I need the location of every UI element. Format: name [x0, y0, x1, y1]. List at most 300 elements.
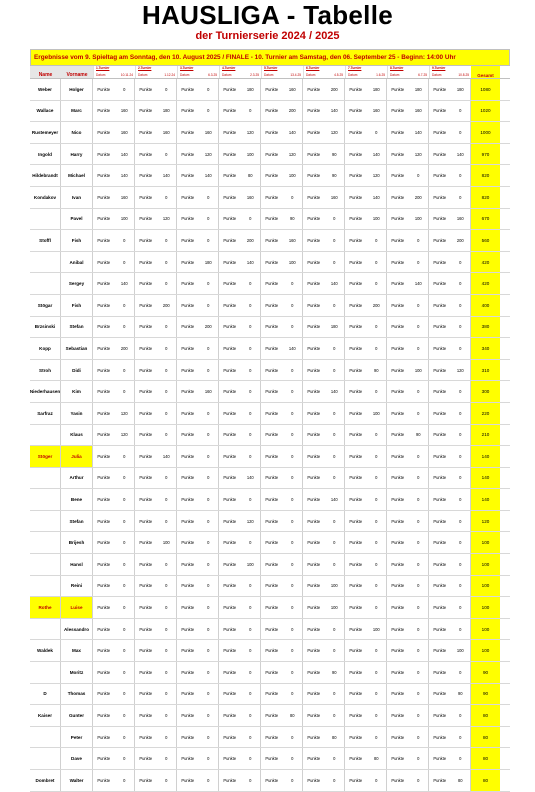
round-7-cell — [345, 295, 387, 316]
points-label: Punkte — [391, 108, 405, 114]
player-vorname: Marc — [61, 101, 93, 122]
points-value: 200 — [330, 86, 338, 92]
points-label: Punkte — [97, 432, 111, 438]
points-value: 0 — [207, 345, 210, 351]
round-1-cell — [93, 79, 135, 100]
round-1-cell — [93, 209, 135, 230]
table-row — [30, 403, 510, 425]
points-value: 100 — [246, 151, 254, 157]
round-2-cell — [135, 252, 177, 273]
total-points: 80 — [471, 748, 500, 769]
points-label: Punkte — [433, 302, 447, 308]
total-points: 300 — [471, 381, 500, 402]
points-value: 0 — [123, 583, 126, 589]
points-value: 0 — [417, 756, 420, 762]
round-4-cell — [219, 446, 261, 467]
round-8-cell — [387, 446, 429, 467]
round-9-cell — [429, 597, 471, 618]
round-7-cell — [345, 187, 387, 208]
points-value: 0 — [123, 324, 126, 330]
total-points: 340 — [471, 338, 500, 359]
round-1-cell — [93, 144, 135, 165]
round-6-cell — [303, 101, 345, 122]
round-9-cell — [429, 317, 471, 338]
round-9-cell — [429, 273, 471, 294]
points-label: Punkte — [97, 691, 111, 697]
round-2-cell — [135, 79, 177, 100]
points-label: Punkte — [433, 475, 447, 481]
round-4-cell — [219, 317, 261, 338]
points-label: Punkte — [223, 497, 237, 503]
points-label: Punkte — [265, 259, 279, 265]
round-2-cell — [135, 619, 177, 640]
points-value: 0 — [207, 756, 210, 762]
points-label: Punkte — [181, 302, 195, 308]
points-label: Punkte — [139, 129, 153, 135]
points-label: Punkte — [223, 583, 237, 589]
points-label: Punkte — [391, 129, 405, 135]
points-label: Punkte — [433, 237, 447, 243]
round-7-cell — [345, 338, 387, 359]
table-row — [30, 705, 510, 727]
points-value: 0 — [123, 734, 126, 740]
table-row — [30, 295, 510, 317]
round-2-cell — [135, 468, 177, 489]
round-4-cell — [219, 252, 261, 273]
points-label: Punkte — [181, 410, 195, 416]
points-label: Punkte — [97, 151, 111, 157]
table-row — [30, 381, 510, 403]
round-1-cell — [93, 662, 135, 683]
points-value: 0 — [123, 237, 126, 243]
round-6-cell — [303, 403, 345, 424]
player-name — [30, 209, 61, 230]
round-label: 7.Turnier — [348, 66, 362, 70]
header-round-3 — [177, 66, 219, 78]
points-value: 100 — [372, 626, 380, 632]
points-value: 0 — [291, 432, 294, 438]
total-points: 560 — [471, 230, 500, 251]
points-value: 0 — [249, 669, 252, 675]
points-label: Punkte — [97, 389, 111, 395]
round-5-cell — [261, 101, 303, 122]
points-label: Punkte — [139, 173, 153, 179]
points-value: 0 — [459, 302, 462, 308]
points-value: 0 — [291, 777, 294, 783]
round-3-cell — [177, 446, 219, 467]
total-points: 120 — [471, 511, 500, 532]
round-8-cell — [387, 381, 429, 402]
points-label: Punkte — [265, 713, 279, 719]
points-value: 140 — [120, 151, 128, 157]
points-value: 0 — [249, 583, 252, 589]
round-9-cell — [429, 619, 471, 640]
player-name: Ingold — [30, 144, 61, 165]
points-label: Punkte — [223, 410, 237, 416]
round-3-cell — [177, 576, 219, 597]
round-2-cell — [135, 403, 177, 424]
points-value: 80 — [247, 173, 253, 179]
points-value: 0 — [417, 497, 420, 503]
points-label: Punkte — [349, 777, 363, 783]
points-label: Punkte — [139, 324, 153, 330]
table-row — [30, 662, 510, 684]
points-value: 0 — [123, 453, 126, 459]
points-label: Punkte — [433, 540, 447, 546]
points-value: 0 — [459, 129, 462, 135]
round-1-cell — [93, 770, 135, 791]
points-value: 0 — [417, 453, 420, 459]
points-label: Punkte — [139, 561, 153, 567]
header-round-2 — [135, 66, 177, 78]
points-label: Punkte — [181, 583, 195, 589]
points-value: 0 — [207, 734, 210, 740]
points-label: Punkte — [307, 173, 321, 179]
points-value: 0 — [249, 605, 252, 611]
round-8-cell — [387, 252, 429, 273]
points-value: 200 — [120, 345, 128, 351]
points-value: 0 — [123, 302, 126, 308]
points-value: 0 — [333, 626, 336, 632]
points-value: 0 — [375, 777, 378, 783]
round-5-cell — [261, 554, 303, 575]
points-label: Punkte — [97, 259, 111, 265]
points-label: Punkte — [433, 259, 447, 265]
points-label: Punkte — [223, 237, 237, 243]
round-3-cell — [177, 640, 219, 661]
round-date-label: Datum — [264, 73, 274, 77]
points-value: 0 — [291, 626, 294, 632]
points-label: Punkte — [433, 216, 447, 222]
points-label: Punkte — [265, 540, 279, 546]
points-value: 180 — [246, 86, 254, 92]
round-5-cell — [261, 446, 303, 467]
points-value: 0 — [207, 194, 210, 200]
points-value: 0 — [333, 756, 336, 762]
player-name — [30, 511, 61, 532]
points-value: 0 — [333, 237, 336, 243]
points-value: 0 — [291, 497, 294, 503]
round-8-cell — [387, 684, 429, 705]
player-name — [30, 554, 61, 575]
points-label: Punkte — [97, 583, 111, 589]
points-value: 160 — [288, 86, 296, 92]
round-date-label: Datum — [306, 73, 316, 77]
round-label: 2.Turnier — [138, 66, 152, 70]
points-value: 0 — [291, 605, 294, 611]
points-label: Punkte — [433, 583, 447, 589]
points-label: Punkte — [97, 497, 111, 503]
round-1-cell — [93, 295, 135, 316]
total-points: 140 — [471, 446, 500, 467]
points-value: 120 — [120, 432, 128, 438]
points-label: Punkte — [223, 108, 237, 114]
points-value: 90 — [331, 173, 337, 179]
player-vorname: Thomas — [61, 684, 93, 705]
round-9-cell — [429, 187, 471, 208]
round-4-cell — [219, 144, 261, 165]
round-3-cell — [177, 468, 219, 489]
points-label: Punkte — [97, 475, 111, 481]
points-value: 0 — [123, 777, 126, 783]
points-value: 0 — [291, 324, 294, 330]
points-value: 0 — [249, 216, 252, 222]
table-row — [30, 187, 510, 209]
points-value: 140 — [372, 194, 380, 200]
round-date-label: Datum — [390, 73, 400, 77]
points-value: 0 — [123, 389, 126, 395]
player-name: Stögar — [30, 295, 61, 316]
points-label: Punkte — [265, 129, 279, 135]
points-value: 0 — [123, 259, 126, 265]
points-label: Punkte — [307, 475, 321, 481]
round-4-cell — [219, 381, 261, 402]
points-label: Punkte — [139, 302, 153, 308]
points-value: 180 — [372, 86, 380, 92]
points-label: Punkte — [307, 777, 321, 783]
points-value: 120 — [204, 151, 212, 157]
total-points: 400 — [471, 295, 500, 316]
round-1-cell — [93, 446, 135, 467]
round-2-cell — [135, 101, 177, 122]
round-9-cell — [429, 576, 471, 597]
round-3-cell — [177, 489, 219, 510]
player-name: Hildebrandt — [30, 165, 61, 186]
points-value: 140 — [246, 259, 254, 265]
points-label: Punkte — [97, 713, 111, 719]
points-value: 0 — [333, 540, 336, 546]
round-2-cell — [135, 489, 177, 510]
total-points: 220 — [471, 403, 500, 424]
total-points: 970 — [471, 144, 500, 165]
round-7-cell — [345, 511, 387, 532]
round-3-cell — [177, 338, 219, 359]
round-4-cell — [219, 640, 261, 661]
points-value: 0 — [459, 734, 462, 740]
points-value: 140 — [246, 475, 254, 481]
round-9-cell — [429, 705, 471, 726]
round-9-cell — [429, 79, 471, 100]
round-4-cell — [219, 187, 261, 208]
points-label: Punkte — [307, 669, 321, 675]
points-value: 100 — [246, 561, 254, 567]
points-value: 0 — [249, 691, 252, 697]
points-label: Punkte — [391, 605, 405, 611]
player-name: Stoffl — [30, 230, 61, 251]
round-7-cell — [345, 489, 387, 510]
points-value: 80 — [373, 756, 379, 762]
round-date-label: Datum — [432, 73, 442, 77]
round-9-cell — [429, 425, 471, 446]
total-points: 90 — [471, 684, 500, 705]
points-label: Punkte — [349, 324, 363, 330]
points-value: 0 — [291, 540, 294, 546]
points-label: Punkte — [139, 734, 153, 740]
table-row — [30, 101, 510, 123]
round-1-cell — [93, 597, 135, 618]
total-points: 1020 — [471, 101, 500, 122]
points-value: 0 — [207, 237, 210, 243]
points-value: 0 — [165, 518, 168, 524]
round-6-cell — [303, 79, 345, 100]
points-label: Punkte — [223, 540, 237, 546]
round-9-cell — [429, 144, 471, 165]
points-value: 0 — [207, 432, 210, 438]
points-label: Punkte — [139, 497, 153, 503]
points-value: 0 — [375, 713, 378, 719]
points-label: Punkte — [391, 389, 405, 395]
points-label: Punkte — [349, 129, 363, 135]
points-label: Punkte — [139, 540, 153, 546]
points-value: 0 — [459, 432, 462, 438]
round-6-cell — [303, 640, 345, 661]
player-name: Weber — [30, 79, 61, 100]
points-label: Punkte — [349, 237, 363, 243]
points-label: Punkte — [391, 432, 405, 438]
points-value: 0 — [165, 389, 168, 395]
points-label: Punkte — [97, 324, 111, 330]
points-label: Punkte — [181, 324, 195, 330]
round-8-cell — [387, 554, 429, 575]
round-9-cell — [429, 446, 471, 467]
round-3-cell — [177, 705, 219, 726]
player-vorname: Max — [61, 640, 93, 661]
points-label: Punkte — [265, 432, 279, 438]
points-label: Punkte — [307, 540, 321, 546]
points-label: Punkte — [181, 605, 195, 611]
header-round-4 — [219, 66, 261, 78]
round-5-cell — [261, 662, 303, 683]
round-6-cell — [303, 425, 345, 446]
round-1-cell — [93, 317, 135, 338]
points-label: Punkte — [97, 281, 111, 287]
points-label: Punkte — [307, 432, 321, 438]
points-value: 160 — [288, 237, 296, 243]
points-label: Punkte — [391, 648, 405, 654]
points-value: 0 — [123, 648, 126, 654]
round-4-cell — [219, 230, 261, 251]
points-label: Punkte — [349, 367, 363, 373]
points-label: Punkte — [307, 194, 321, 200]
round-1-cell — [93, 122, 135, 143]
points-value: 0 — [165, 151, 168, 157]
points-label: Punkte — [139, 259, 153, 265]
round-6-cell — [303, 576, 345, 597]
round-6-cell — [303, 187, 345, 208]
points-value: 0 — [123, 756, 126, 762]
round-7-cell — [345, 425, 387, 446]
points-label: Punkte — [307, 367, 321, 373]
points-label: Punkte — [391, 410, 405, 416]
points-value: 0 — [207, 108, 210, 114]
points-value: 0 — [249, 281, 252, 287]
round-2-cell — [135, 727, 177, 748]
round-7-cell — [345, 230, 387, 251]
points-value: 0 — [375, 518, 378, 524]
points-label: Punkte — [139, 756, 153, 762]
points-value: 200 — [414, 194, 422, 200]
round-9-cell — [429, 122, 471, 143]
points-label: Punkte — [433, 518, 447, 524]
points-label: Punkte — [181, 518, 195, 524]
points-label: Punkte — [433, 151, 447, 157]
round-5-cell — [261, 532, 303, 553]
player-name — [30, 748, 61, 769]
round-5-cell — [261, 295, 303, 316]
round-2-cell — [135, 597, 177, 618]
total-points: 80 — [471, 770, 500, 791]
table-row — [30, 165, 510, 187]
table-row — [30, 727, 510, 749]
header-vorname: Vorname — [61, 66, 93, 78]
points-value: 0 — [207, 583, 210, 589]
round-3-cell — [177, 684, 219, 705]
points-value: 0 — [459, 345, 462, 351]
points-label: Punkte — [307, 389, 321, 395]
points-value: 0 — [333, 216, 336, 222]
points-label: Punkte — [433, 713, 447, 719]
points-value: 140 — [330, 497, 338, 503]
round-4-cell — [219, 273, 261, 294]
round-7-cell — [345, 576, 387, 597]
round-2-cell — [135, 338, 177, 359]
round-9-cell — [429, 748, 471, 769]
total-points: 670 — [471, 209, 500, 230]
points-value: 0 — [459, 583, 462, 589]
points-value: 0 — [207, 86, 210, 92]
points-label: Punkte — [349, 86, 363, 92]
points-label: Punkte — [97, 216, 111, 222]
table-row — [30, 425, 510, 447]
points-label: Punkte — [391, 324, 405, 330]
round-1-cell — [93, 532, 135, 553]
round-5-cell — [261, 640, 303, 661]
points-value: 0 — [207, 302, 210, 308]
points-label: Punkte — [307, 345, 321, 351]
points-label: Punkte — [223, 216, 237, 222]
points-label: Punkte — [307, 86, 321, 92]
total-points: 100 — [471, 532, 500, 553]
points-label: Punkte — [181, 281, 195, 287]
round-6-cell — [303, 532, 345, 553]
table-row — [30, 273, 510, 295]
total-points: 100 — [471, 619, 500, 640]
player-vorname: Luise — [61, 597, 93, 618]
points-value: 140 — [120, 281, 128, 287]
points-value: 0 — [165, 605, 168, 611]
points-value: 0 — [165, 777, 168, 783]
points-label: Punkte — [223, 691, 237, 697]
player-name: Kaiser — [30, 705, 61, 726]
points-value: 80 — [289, 713, 295, 719]
points-value: 160 — [120, 194, 128, 200]
points-value: 140 — [162, 453, 170, 459]
round-5-cell — [261, 252, 303, 273]
round-7-cell — [345, 619, 387, 640]
round-8-cell — [387, 640, 429, 661]
points-value: 180 — [330, 324, 338, 330]
player-name: Sarfraz — [30, 403, 61, 424]
points-value: 0 — [291, 583, 294, 589]
points-value: 0 — [417, 626, 420, 632]
round-8-cell — [387, 770, 429, 791]
points-value: 120 — [246, 518, 254, 524]
points-label: Punkte — [181, 237, 195, 243]
points-label: Punkte — [223, 756, 237, 762]
points-value: 0 — [417, 345, 420, 351]
points-label: Punkte — [223, 475, 237, 481]
points-label: Punkte — [349, 453, 363, 459]
